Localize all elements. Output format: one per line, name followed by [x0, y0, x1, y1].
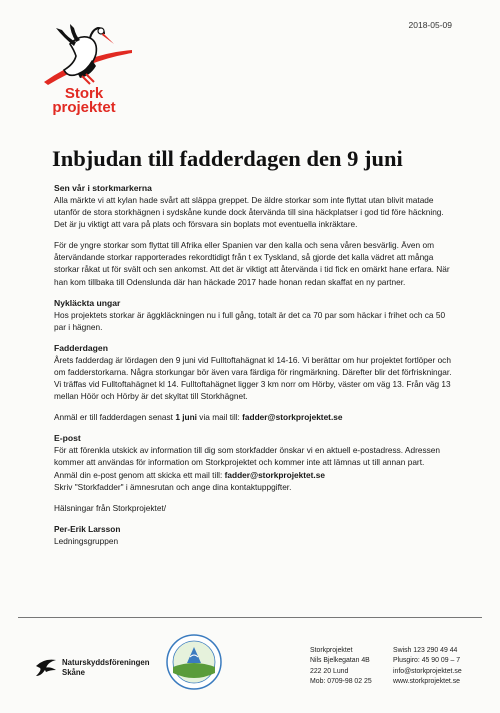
contact-email-link[interactable]: info@storkprojektet.se: [393, 667, 462, 675]
phone-number: Mob: 0709-98 02 25: [310, 678, 372, 686]
naturskyddsforeningen-logo: [34, 656, 150, 682]
swish-number: Swish 123 290 49 44: [393, 647, 458, 654]
email-link[interactable]: fadder@storkprojektet.se: [224, 469, 325, 480]
email-text: Anmäl din e-post genom att skicka ett mail till:: [54, 469, 225, 480]
foundation-badge-icon: [165, 633, 223, 691]
email-line: [54, 469, 452, 481]
registration-text-mid: via mail till:: [196, 412, 243, 423]
page-title: Inbjudan till fadderdagen den 9 juni: [52, 146, 403, 171]
paragraph: För att förenkla utskick av information till dig som storkfadder önskar vi en aktuell e-postadress. Adressen kommer att användas för information om Storkprojektet och kommer inte att lämnas ut till annan part.: [54, 445, 440, 468]
storkprojektet-logo: [34, 24, 134, 116]
logo-word-stork: Stork: [64, 85, 104, 102]
closing-greeting: Hälsningar från Storkprojektet/: [54, 502, 167, 513]
signature-group: Ledningsgruppen: [54, 535, 119, 546]
section-heading: E-post: [54, 433, 81, 444]
footer-divider: [18, 617, 482, 618]
website-link[interactable]: www.storkprojektet.se: [393, 678, 461, 686]
registration-text: Anmäl er till fadderdagen senast: [54, 412, 176, 423]
paragraph: Hos projektets storkar är äggkläckningen nu i full gång, totalt är det ca 70 par som häckar i frihet och ca 50 par i hägnen.: [54, 309, 446, 332]
email-link[interactable]: fadder@storkprojektet.se: [242, 412, 343, 423]
footer-address: [310, 646, 372, 688]
paragraph: För de yngre storkar som flyttat till Afrika eller Spanien var den kalla och sena våren besvärlig. Även om återvändande storkar rapporterades rekordtidigt från t ex Tyskland, så gjorde det kalla vädret att många storkar råkat ut för svält och sen ankomst. Att det är viktigt att återvända i tid fick en omärkt hane erfara. När han kom tillbaka till Odenslunda där han häckade 2017 hade honan redan skaffat en ny partner.: [54, 240, 450, 287]
address-line: Storkprojektet: [310, 647, 353, 654]
stork-icon: [34, 24, 134, 90]
bird-icon: [34, 656, 58, 678]
nsf-region: Skåne: [62, 668, 85, 677]
section-heading: Nykläckta ungar: [54, 297, 121, 308]
paragraph: Alla märkte vi att kylan hade svårt att släppa greppet. De äldre storkar som inte flyttat utan blivit matade utanför de stora storkhägnen i sydskåne kunde dock återvända till sina häckplatser i god tid före häckning. Det är ju viktigt att vara på plats och försvara sin boplats mot eventuella inkräktare.: [54, 195, 444, 230]
logo-word-projektet: projektet: [52, 99, 116, 116]
address-line: Nils Bjelkegatan 4B: [310, 657, 370, 665]
signature-name: Per-Erik Larsson: [54, 523, 121, 534]
letter-body: [54, 182, 452, 547]
address-line: 222 20 Lund: [310, 667, 349, 675]
registration-line: [54, 411, 452, 423]
plusgiro-number: Plusgiro: 45 90 09 – 7: [393, 657, 461, 665]
footer-contact: [393, 646, 462, 688]
deadline-date: 1 juni: [175, 412, 197, 423]
paragraph: Årets fadderdag är lördagen den 9 juni vid Fulltoftahägnat kl 14-16. Vi berättar om hur projektet fortlöper och om fadderstorkarna. Några storkungar bör även vara färdiga för ringmärkning. Därefter blir det förfriskningar. Vi träffas vid Fulltoftahägnet kl 14. Fulltoftahägnet ligger 3 km norr om Hörby, väster om väg 13. Från väg 13 mellan Höör och Hörby är det skyltat till Storkhägnet.: [54, 354, 452, 402]
nsf-name: Naturskyddsföreningen: [62, 658, 150, 667]
letter-date: 2018-05-09: [408, 20, 452, 30]
section-heading: Sen vår i storkmarkerna: [54, 183, 152, 193]
paragraph: Skriv "Storkfadder" i ämnesrutan och ange dina kontaktuppgifter.: [54, 481, 292, 492]
section-heading: Fadderdagen: [54, 342, 108, 353]
